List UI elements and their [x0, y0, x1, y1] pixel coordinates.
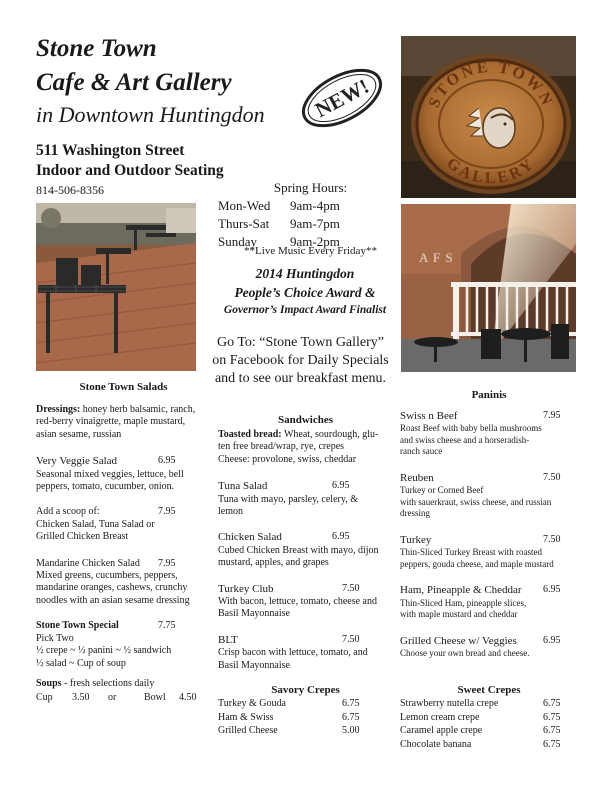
salads-heading: Stone Town Salads — [79, 381, 168, 393]
sign-bottom-text: GALLERY — [443, 154, 539, 188]
item-price: 6.75 — [543, 711, 561, 723]
item-price: 7.50 — [342, 633, 360, 645]
menu-item — [400, 738, 582, 752]
item-price: 6.95 — [158, 455, 176, 467]
item-desc: mustard, apples, and grapes — [218, 557, 329, 569]
item-name: Turkey Club — [218, 582, 274, 595]
item-desc: with sauerkraut, swiss cheese, and russian — [400, 496, 552, 507]
item-desc: mandarine oranges, cashews, crunchy — [36, 582, 188, 594]
hours-time: 9am-4pm — [290, 198, 340, 213]
item-desc: Cubed Chicken Breast with mayo, dijon — [218, 544, 379, 556]
item-name: Ham & Swiss — [218, 711, 274, 723]
cup-label: Cup — [36, 692, 53, 704]
award-block — [205, 264, 405, 318]
cafe-title-line1: Stone Town — [36, 35, 157, 62]
item-price: 7.75 — [158, 620, 176, 632]
item-price: 7.95 — [158, 557, 176, 569]
item-desc: Chicken Salad, Tuna Salad or — [36, 518, 155, 530]
bread-list: Wheat, sourdough, glu- — [281, 429, 379, 440]
item-desc: dressing — [400, 508, 430, 519]
menu-item — [400, 534, 582, 547]
address-block — [36, 141, 224, 181]
item-price: 6.75 — [342, 698, 360, 709]
item-name: Stone Town Special — [36, 620, 119, 632]
facebook-line1: Go To: “Stone Town Gallery” — [216, 335, 385, 350]
item-desc: lemon — [218, 506, 243, 518]
menu-item — [218, 697, 396, 711]
item-price: 7.50 — [543, 533, 561, 545]
item-desc: Turkey or Corned Beef — [400, 485, 484, 496]
hours-block — [218, 179, 403, 251]
porch-initials: A F S — [419, 250, 454, 265]
item-desc: Thin-Sliced Ham, pineapple slices, — [400, 597, 527, 608]
cafe-subtitle: in Downtown Huntingdon — [36, 102, 265, 127]
seating-info: Indoor and Outdoor Seating — [36, 162, 224, 179]
hours-heading: Spring Hours: — [273, 180, 348, 195]
sweet-crepes-heading: Sweet Crepes — [457, 684, 521, 696]
menu-item — [218, 583, 396, 596]
soups-desc: - fresh selections daily — [61, 677, 155, 689]
hours-time: 9am-7pm — [290, 216, 340, 231]
paninis-heading: Paninis — [471, 389, 507, 401]
bread-list-line2: ten free bread/wrap, rye, crepes — [218, 441, 345, 453]
item-price: 6.95 — [332, 480, 350, 492]
menu-item — [218, 480, 396, 493]
item-name: BLT — [218, 633, 238, 646]
street-address: 511 Washington Street — [36, 142, 185, 159]
savory-crepes-heading: Savory Crepes — [271, 684, 340, 696]
soups-line — [36, 678, 211, 690]
soups-prices — [36, 692, 211, 705]
item-desc: Choose your own bread and cheese. — [400, 648, 530, 659]
outdoor-patio-photo — [36, 203, 196, 371]
sweet-crepes-section — [400, 697, 582, 751]
bread-options — [218, 429, 396, 441]
item-desc: ½ salad ~ Cup of soup — [36, 657, 126, 669]
item-desc: ½ crepe ~ ½ panini ~ ½ sandwich — [36, 645, 172, 657]
menu-item — [400, 724, 582, 738]
sandwiches-heading: Sandwiches — [277, 414, 334, 426]
item-name: Grilled Cheese — [218, 725, 278, 736]
item-price: 6.95 — [543, 584, 561, 596]
bowl-price: 4.50 — [179, 692, 197, 704]
phone-number: 814-506-8356 — [36, 183, 104, 197]
item-price: 6.75 — [543, 698, 561, 709]
item-price: 6.75 — [543, 725, 561, 736]
item-desc: peppers, tomato, cucumber, onion. — [36, 481, 175, 493]
item-name: Tuna Salad — [218, 480, 268, 493]
bowl-label: Bowl — [144, 692, 166, 704]
item-desc: Pick Two — [36, 632, 74, 644]
item-desc: Seasonal mixed veggies, lettuce, bell — [36, 468, 184, 480]
hours-row — [218, 197, 403, 215]
dressings-label: Dressings: — [36, 404, 81, 415]
menu-item — [36, 620, 211, 632]
facebook-line2: on Facebook for Daily Specials — [212, 353, 389, 368]
item-name: Mandarine Chicken Salad — [36, 557, 140, 569]
menu-item — [36, 506, 211, 518]
new-badge-text: NEW! — [311, 73, 373, 123]
new-badge — [295, 68, 390, 128]
item-name: Turkey — [400, 533, 432, 546]
item-name: Reuben — [400, 471, 434, 484]
menu-item — [218, 634, 396, 647]
item-desc: Crisp bacon with lettuce, tomato, and — [218, 647, 368, 659]
menu-item — [400, 635, 582, 648]
item-name: Ham, Pineapple & Cheddar — [400, 584, 522, 597]
item-desc: Mixed greens, cucumbers, peppers, — [36, 570, 178, 582]
item-price: 7.50 — [543, 471, 561, 483]
or-label: or — [108, 692, 117, 704]
sandwiches-section — [218, 429, 396, 672]
hours-day: Sunday — [218, 234, 257, 249]
item-desc: Basil Mayonnaise — [218, 659, 290, 671]
menu-item — [218, 724, 396, 738]
salads-section — [36, 404, 211, 705]
item-price: 7.95 — [543, 410, 561, 421]
item-name: Swiss n Beef — [400, 410, 458, 422]
item-desc: With bacon, lettuce, tomato, cheese and — [218, 596, 377, 608]
hours-day: Mon-Wed — [218, 198, 271, 213]
item-name: Very Veggie Salad — [36, 455, 118, 468]
menu-item — [400, 711, 582, 725]
soups-label: Soups — [36, 677, 62, 689]
item-desc: noodles with an asian sesame dressing — [36, 594, 190, 606]
item-name: Caramel apple crepe — [400, 725, 483, 736]
cafe-title-line2: Cafe & Art Gallery — [36, 69, 232, 96]
facebook-callout — [198, 334, 403, 388]
item-desc: with maple mustard and cheddar — [400, 609, 518, 620]
item-desc: Basil Mayonnaise — [218, 608, 290, 620]
menu-item — [400, 584, 582, 597]
hours-day: Thurs-Sat — [218, 216, 270, 231]
item-name: Strawberry nutella crepe — [400, 698, 499, 709]
item-price: 6.75 — [342, 711, 360, 723]
live-music-note: **Live Music Every Friday** — [244, 245, 377, 257]
item-desc: Grilled Chicken Breast — [36, 531, 129, 543]
cup-price: 3.50 — [72, 692, 90, 704]
item-price: 6.95 — [543, 634, 561, 646]
item-desc: Tuna with mayo, parsley, celery, & — [218, 493, 358, 505]
award-line1: 2014 Huntingdon — [255, 266, 355, 281]
item-desc: peppers, gouda cheese, and maple mustard — [400, 558, 554, 569]
item-desc: Roast Beef with baby bella mushrooms — [400, 423, 542, 434]
item-price: 5.00 — [342, 725, 360, 736]
hours-row — [218, 215, 403, 233]
item-price: 6.75 — [543, 738, 561, 750]
hours-time: 9am-2pm — [290, 234, 340, 249]
menu-item — [36, 455, 211, 468]
item-name: Turkey & Gouda — [218, 698, 286, 709]
menu-item — [400, 472, 582, 485]
menu-item — [400, 697, 582, 711]
item-price: 7.95 — [158, 506, 176, 518]
item-price: 6.95 — [332, 531, 350, 543]
sign-top-text: STONE TOWN — [425, 58, 557, 111]
facebook-line3: and to see our breakfast menu. — [214, 371, 387, 386]
item-name: Grilled Cheese w/ Veggies — [400, 634, 517, 647]
dressings-list-line3: asian sesame, russian — [36, 428, 122, 440]
menu-item — [36, 558, 211, 570]
dressings-list-line2: red-berry vinaigrette, maple mustard, — [36, 416, 186, 428]
item-desc: and swiss cheese and a horseradish- — [400, 434, 530, 445]
item-name: Add a scoop of: — [36, 506, 100, 518]
gallery-sign-photo — [401, 36, 576, 198]
dressings-list: honey herb balsamic, ranch, — [80, 404, 196, 415]
item-name: Chicken Salad — [218, 531, 282, 544]
menu-item — [218, 711, 396, 725]
bread-label: Toasted bread: — [218, 429, 282, 440]
item-desc: ranch sauce — [400, 446, 443, 457]
savory-crepes-section — [218, 697, 396, 738]
menu-item — [400, 410, 582, 423]
item-desc: Thin-Sliced Turkey Breast with roasted — [400, 547, 542, 558]
item-name: Lemon cream crepe — [400, 711, 480, 723]
cheese-options: Cheese: provolone, swiss, cheddar — [218, 453, 357, 465]
menu-item — [218, 531, 396, 544]
award-line2: People’s Choice Award & — [234, 285, 376, 300]
award-line3: Governor’s Impact Award Finalist — [223, 304, 387, 316]
item-name: Chocolate banana — [400, 738, 472, 750]
paninis-section — [400, 410, 582, 660]
porch-photo — [401, 204, 576, 372]
item-price: 7.50 — [342, 582, 360, 594]
dressings-text — [36, 404, 211, 416]
